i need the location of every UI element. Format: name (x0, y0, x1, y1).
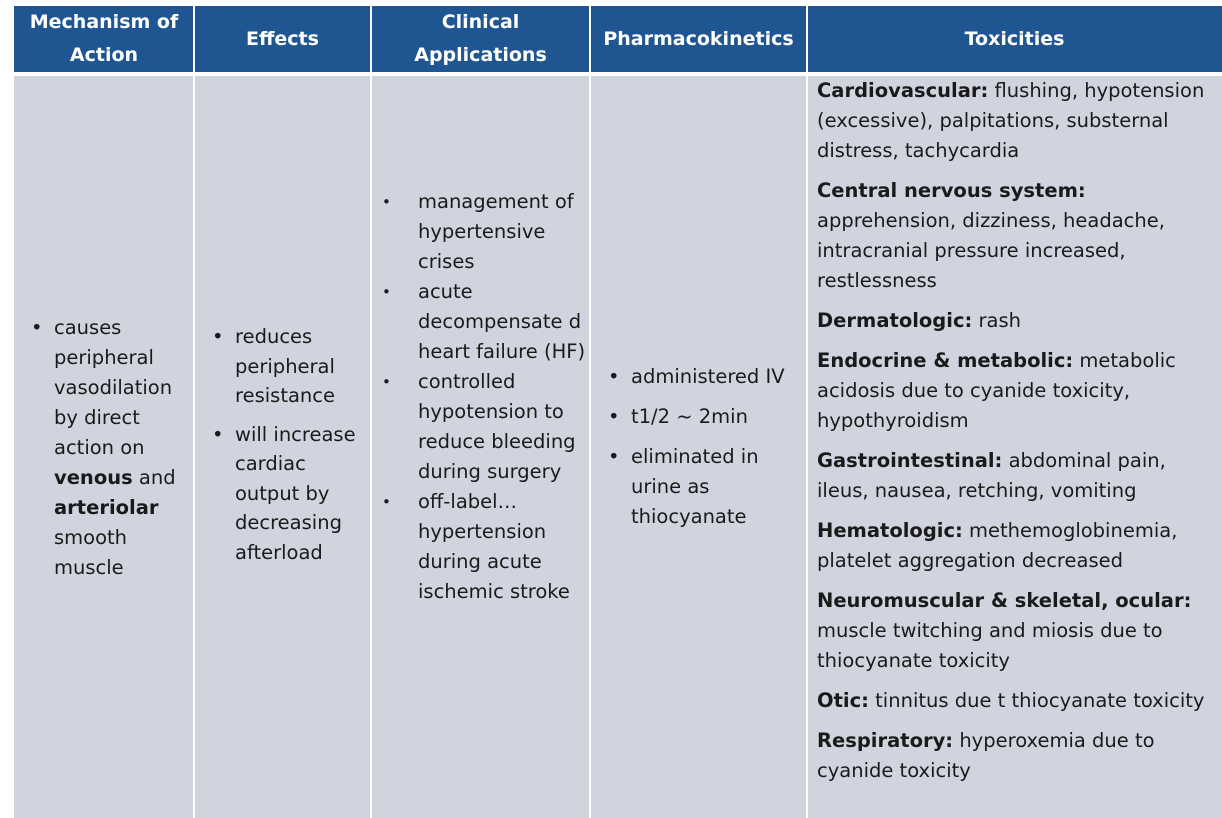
toxicity-item: Endocrine & metabolic: metabolic acidosis due to cyanide toxicity, hypothyroidism (817, 349, 1176, 432)
list-item: • causes peripheral vasodilation by direct action on venous and arteriolar smooth muscle (28, 313, 188, 583)
mechanism-list (28, 313, 188, 583)
toxicity-item: Central nervous system: apprehension, dizziness, headache, intracranial pressure increased, restlessness (817, 179, 1165, 292)
pharmacokinetics-list (605, 362, 805, 532)
header-pharmacokinetics: Pharmacokinetics (603, 27, 794, 50)
list-item: • eliminated in urine as thiocyanate (605, 442, 805, 532)
table-header-row (14, 6, 1222, 76)
mechanism-cell (28, 313, 188, 583)
toxicity-item: Dermatologic: rash (817, 309, 1022, 332)
list-item: • management of hypertensive crises (380, 187, 592, 277)
pharmacokinetics-cell (605, 362, 805, 542)
list-item: • will increase cardiac output by decreasing afterload (209, 420, 367, 568)
list-item: • administered IV (605, 362, 805, 392)
toxicity-item: Otic: tinnitus due t thiocyanate toxicity (817, 689, 1205, 712)
applications-cell (380, 187, 592, 607)
header-toxicities: Toxicities (964, 27, 1065, 50)
drug-info-table (14, 6, 1222, 818)
effects-list (209, 322, 367, 567)
list-item: • reduces peripheral resistance (209, 322, 367, 411)
applications-list (380, 187, 592, 607)
column-divider (806, 6, 808, 818)
column-divider (370, 6, 372, 818)
column-divider (193, 6, 195, 818)
header-mechanism: Mechanism of Action (29, 11, 179, 66)
toxicity-item: Gastrointestinal: abdominal pain, ileus, nausea, retching, vomiting (817, 449, 1166, 502)
list-item: • t1/2 ~ 2min (605, 402, 805, 432)
toxicity-item: Respiratory: hyperoxemia due to cyanide toxicity (817, 729, 1155, 782)
list-item: • controlled hypotension to reduce bleeding during surgery (380, 367, 592, 487)
toxicity-item: Neuromuscular & skeletal, ocular: muscle twitching and miosis due to thiocyanate toxicity (817, 589, 1192, 672)
header-applications: Clinical Applications (414, 11, 547, 66)
toxicity-item: Cardiovascular: flushing, hypotension (excessive), palpitations, substernal distress, tachycardia (817, 79, 1205, 162)
effects-cell (209, 322, 367, 567)
toxicity-item: Hematologic: methemoglobinemia, platelet aggregation decreased (817, 519, 1178, 572)
toxicities-cell (817, 76, 1217, 796)
list-item: • acute decompensate d heart failure (HF) (380, 277, 592, 367)
venous-term: venous (54, 466, 133, 489)
arteriolar-term: arteriolar (54, 496, 159, 519)
header-effects: Effects (246, 27, 319, 50)
list-item: • off-label… hypertension during acute ischemic stroke (380, 487, 592, 607)
